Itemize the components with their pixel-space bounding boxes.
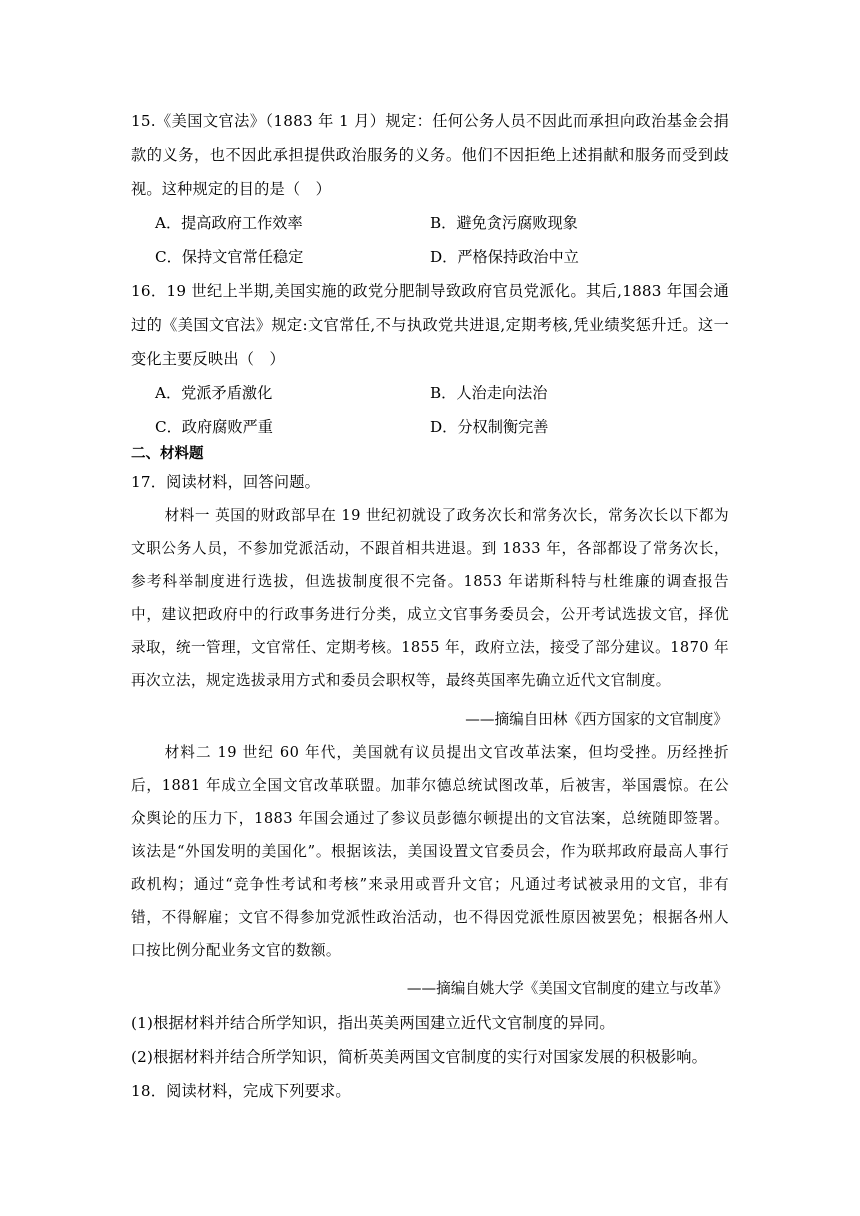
q15-options-row-2 bbox=[155, 240, 735, 274]
q16-option-b[interactable]: B．人治走向法治 bbox=[430, 384, 548, 402]
q15-option-b[interactable]: B．避免贪污腐败现象 bbox=[430, 214, 578, 232]
q18-stem: 18．阅读材料，完成下列要求。 bbox=[131, 1082, 351, 1100]
q15-option-d[interactable]: D．严格保持政治中立 bbox=[430, 248, 579, 266]
q17-material-2: 材料二 19 世纪 60 年代，美国就有议员提出文官改革法案，但均受挫。历经挫折后，1881 年成立全国文官改革联盟。加菲尔德总统试图改革，后被害，举国震惊。在公众舆论的压力下，1883 年国会通过了参议员彭德尔顿提出的文官法案，总统随即签署。该法是“外国发明的美国化”。根据该法，美国设置文官委员会，作为联邦政府最高人事行政机构；通过“竞争性考试和考核”来录用或晋升文官；凡通过考试被录用的文官，非有错，不得解雇；文官不得参加党派性政治活动，也不得因党派性原因被罢免；根据各州人口按比例分配业务文官的数额。 bbox=[131, 744, 729, 959]
q15-options-row-1 bbox=[155, 206, 735, 240]
q15-option-c[interactable]: C．保持文官常任稳定 bbox=[155, 248, 304, 266]
q17-source-1: ——摘编自田林《西方国家的文官制度》 bbox=[465, 711, 728, 728]
q15-option-a[interactable]: A．提高政府工作效率 bbox=[155, 214, 303, 232]
q17-sub-question-2: (2)根据材料并结合所学知识，简析英美两国文官制度的实行对国家发展的积极影响。 bbox=[131, 1048, 708, 1066]
q16-option-d[interactable]: D．分权制衡完善 bbox=[430, 418, 549, 436]
q17-material-1: 材料一 英国的财政部早在 19 世纪初就设了政务次长和常务次长，常务次长以下都为文职公务人员，不参加党派活动，不跟首相共进退。到 1833 年，各部都设了常务次长，参考科举制度进行选拔，但选拔制度很不完备。1853 年诺斯科特与杜维廉的调查报告中，建议把政府中的行政事务进行分类，成立文官事务委员会，公开考试选拔文官，择优录取，统一管理，文官常任、定期考核。1855 年，政府立法，接受了部分建议。1870 年再次立法，规定选拔录用方式和委员会职权等，最终英国率先确立近代文官制度。 bbox=[131, 507, 729, 689]
q17-source-2: ——摘编自姚大学《美国文官制度的建立与改革》 bbox=[406, 980, 728, 997]
q17-sub-question-1: (1)根据材料并结合所学知识，指出英美两国建立近代文官制度的异同。 bbox=[131, 1014, 615, 1032]
q16-option-a[interactable]: A．党派矛盾激化 bbox=[155, 384, 273, 402]
q17-stem: 17．阅读材料，回答问题。 bbox=[131, 473, 320, 491]
section-title: 二、材料题 bbox=[131, 445, 204, 462]
q15-stem: 15.《美国文官法》（1883 年 1 月）规定：任何公务人员不因此而承担向政治基金会捐款的义务，也不因此承担提供政治服务的义务。他们不因拒绝上述捐献和服务而受到歧视。这种规定的目的是（ ） bbox=[131, 112, 729, 198]
q16-options-row-1 bbox=[155, 376, 735, 410]
q16-stem: 16．19 世纪上半期,美国实施的政党分肥制导致政府官员党派化。其后,1883 年国会通过的《美国文官法》规定:文官常任,不与执政党共进退,定期考核,凭业绩奖惩升迁。这一变化主要反映出（ ） bbox=[131, 282, 729, 368]
q16-option-c[interactable]: C．政府腐败严重 bbox=[155, 418, 273, 436]
